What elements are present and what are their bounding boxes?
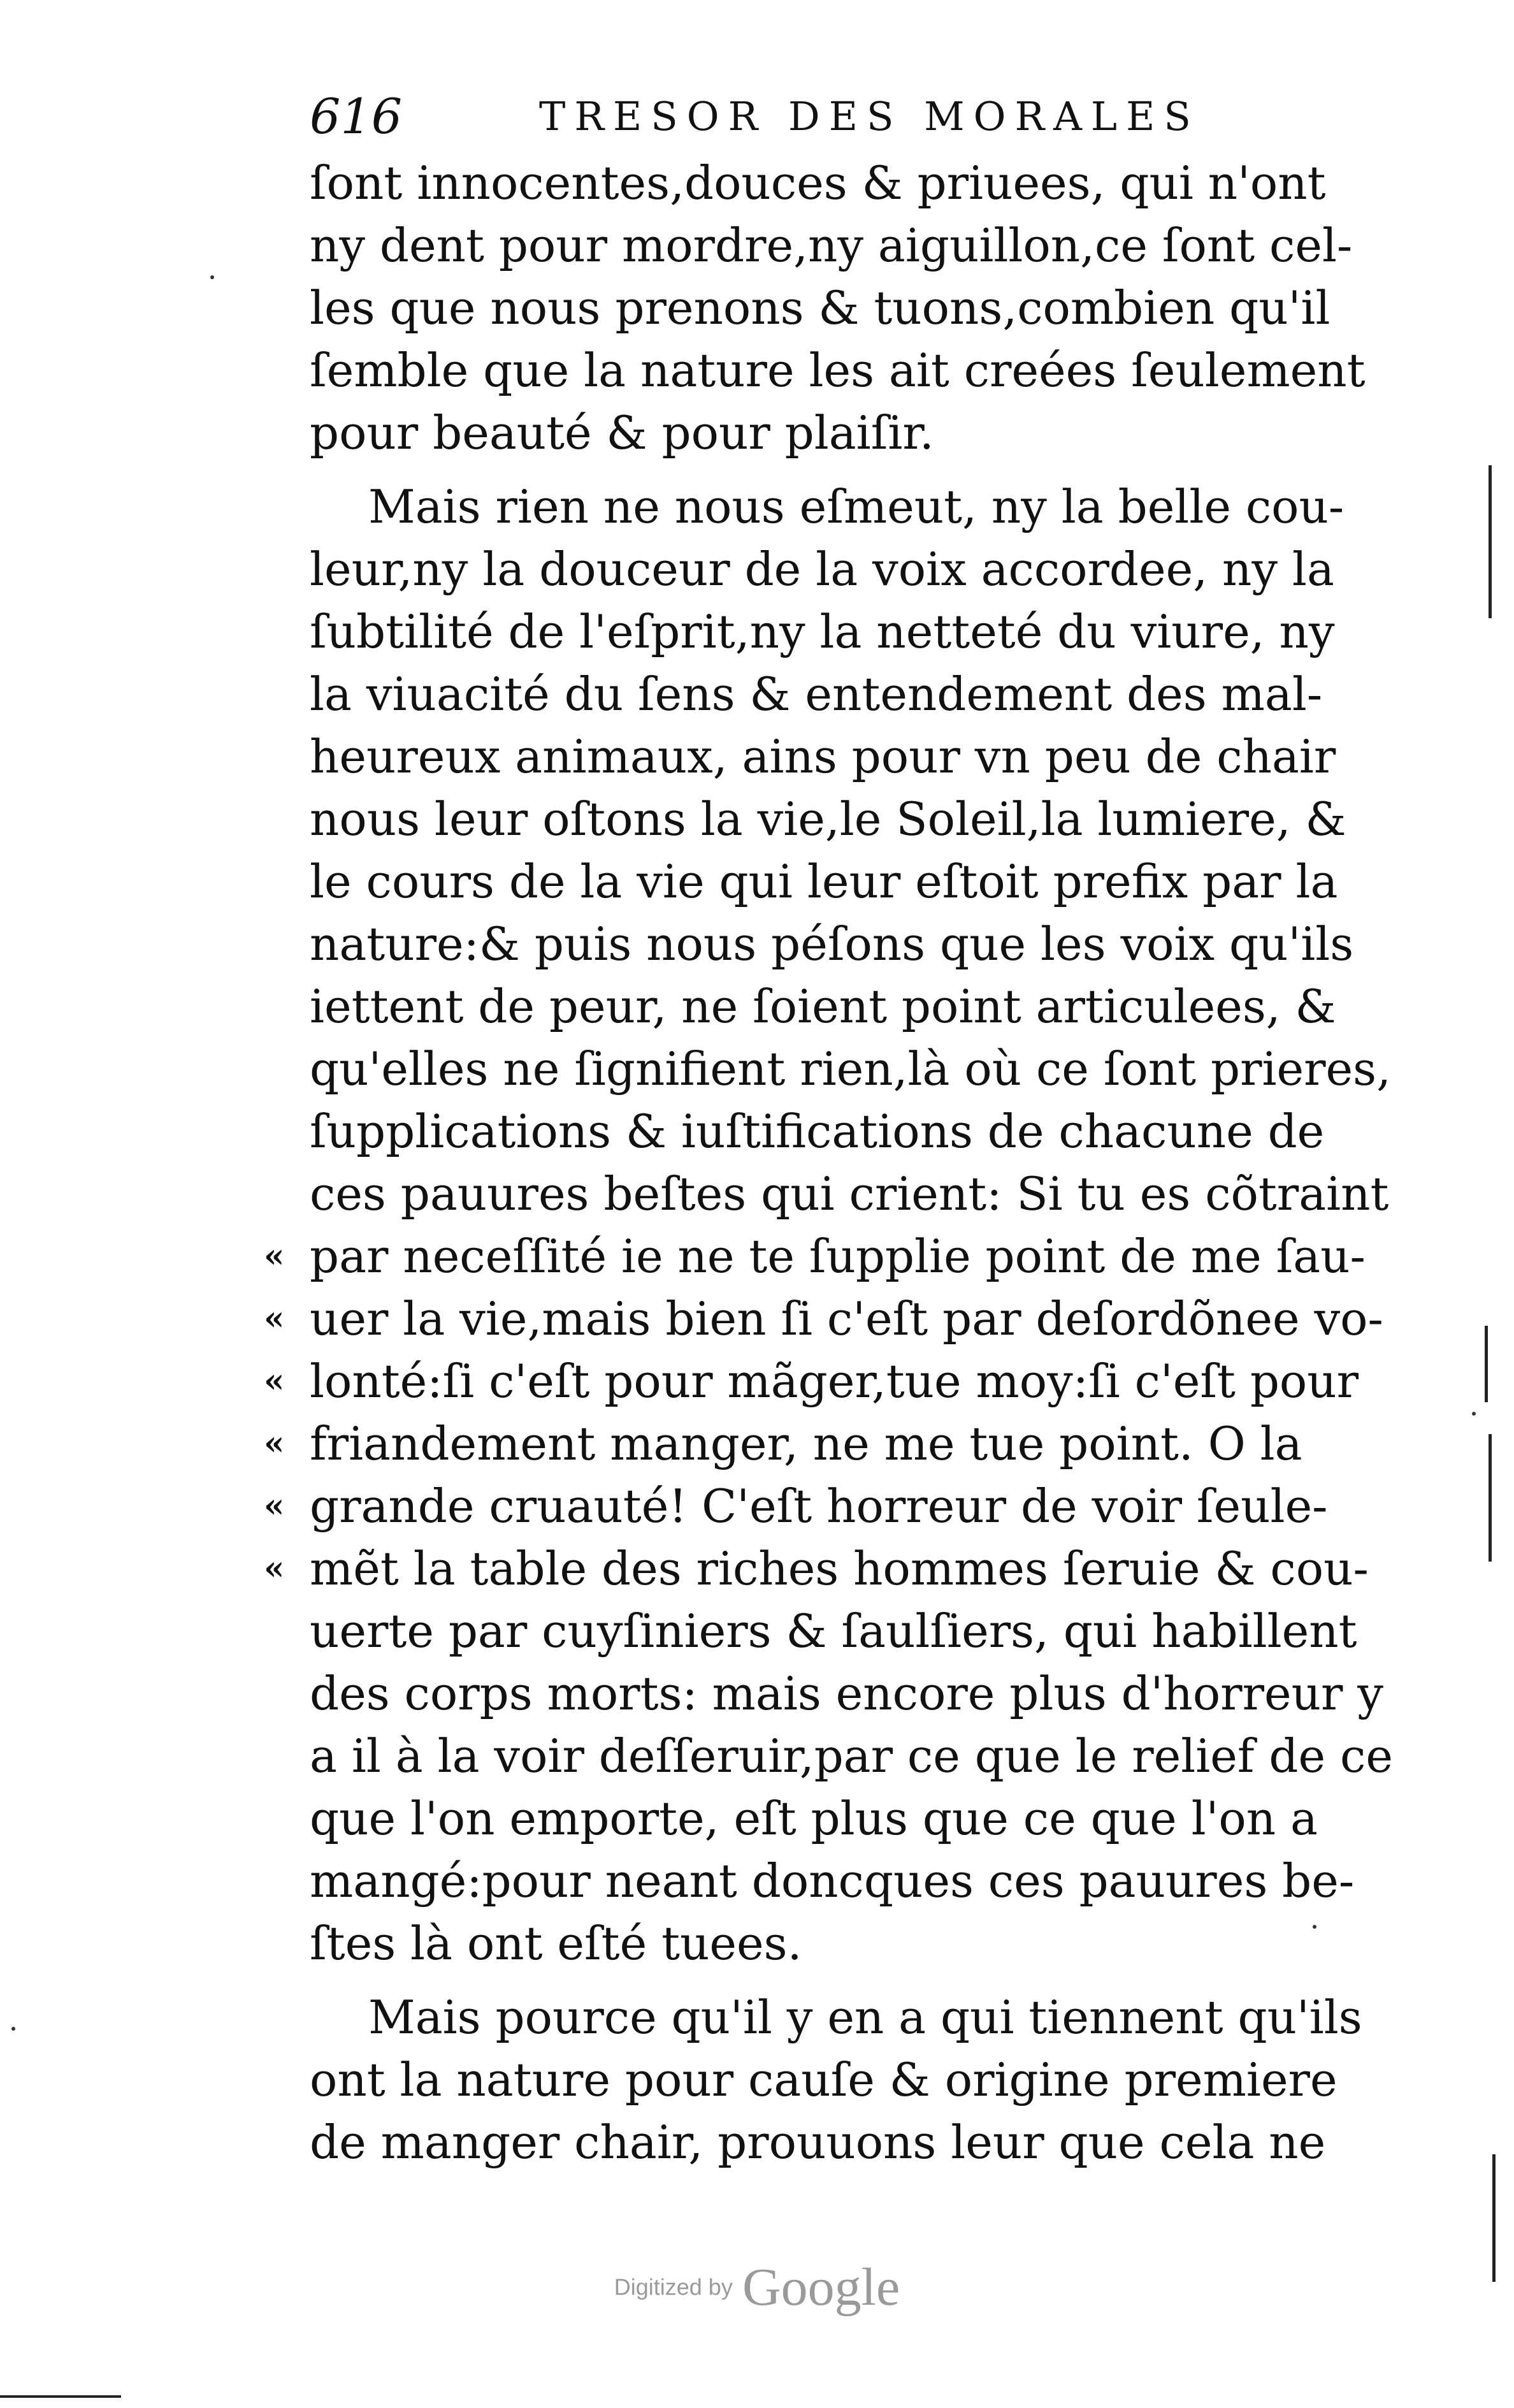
text-line: uerte par cuyſiniers & ſaulſiers, qui habillent bbox=[310, 1604, 1357, 1658]
scan-speck bbox=[1313, 1925, 1316, 1929]
paragraph-start-line: Mais pource qu'il y en a qui tiennent qu'ils bbox=[368, 1991, 1362, 2044]
text-line: pour beauté & pour plaiſir. bbox=[310, 406, 934, 460]
binding-edge-mark bbox=[1485, 1326, 1488, 1402]
digitized-watermark bbox=[0, 2256, 1514, 2318]
scan-speck bbox=[11, 2027, 15, 2031]
quoted-line: « mẽt la table des riches hommes ſeruie & cou- bbox=[310, 1537, 1342, 1600]
text-line: nature:& puis nous péſons que les voix qu'ils bbox=[310, 917, 1354, 971]
text-line: que l'on emporte, eſt plus que ce que l'on a bbox=[310, 1792, 1318, 1845]
text-line: qu'elles ne ſignifient rien,là où ce ſont prieres, bbox=[310, 1042, 1391, 1096]
text-line: le cours de la vie qui leur eſtoit prefix par la bbox=[310, 855, 1338, 908]
text-line: ces pauures beſtes qui crient: Si tu es cõtraint bbox=[310, 1167, 1389, 1221]
quoted-line: « lonté:ſi c'eſt pour mãger,tue moy:ſi c'eſt pour bbox=[310, 1350, 1342, 1412]
scan-edge-line bbox=[0, 2395, 121, 2398]
google-wordmark: Google bbox=[742, 2258, 900, 2317]
quotation-mark: « bbox=[264, 1237, 285, 1275]
quotation-mark: « bbox=[264, 1424, 285, 1463]
page-number: 616 bbox=[310, 88, 403, 145]
quotation-mark: « bbox=[264, 1486, 285, 1525]
binding-edge-mark bbox=[1489, 1434, 1492, 1562]
quoted-line: « par neceſſité ie ne te ſupplie point de me ſau- bbox=[310, 1225, 1342, 1287]
text-line: ont la nature pour cauſe & origine premiere bbox=[310, 2053, 1337, 2107]
digitized-label: Digitized by bbox=[614, 2274, 733, 2300]
quotation-mark: « bbox=[264, 1361, 285, 1400]
quoted-line: « grande cruauté! C'eſt horreur de voir ſeule- bbox=[310, 1475, 1342, 1537]
text-line: ſupplications & iuſtifications de chacune de bbox=[310, 1105, 1325, 1158]
quoted-line: « friandement manger, ne me tue point. O la bbox=[310, 1412, 1342, 1475]
text-line: nous leur oſtons la vie,le Soleil,la lumiere, & bbox=[310, 792, 1346, 846]
text-line: ſont innocentes,douces & priuees, qui n'ont bbox=[310, 156, 1326, 210]
text-line: a il à la voir deſſeruir,par ce que le relief de ce bbox=[310, 1729, 1393, 1783]
quoted-line: « uer la vie,mais bien ſi c'eſt par deſordõnee vo- bbox=[310, 1287, 1342, 1350]
text-line: heureux animaux, ains pour vn peu de chair bbox=[310, 730, 1336, 783]
text-line: des corps morts: mais encore plus d'horreur y bbox=[310, 1667, 1383, 1720]
running-head bbox=[310, 82, 1215, 152]
quotation-mark: « bbox=[264, 1549, 285, 1588]
text-line: ny dent pour mordre,ny aiguillon,ce ſont cel- bbox=[310, 219, 1353, 272]
text-line: iettent de peur, ne ſoient point articulees, & bbox=[310, 980, 1336, 1033]
text-line: ſemble que la nature les ait creées ſeulement bbox=[310, 344, 1366, 397]
text-line: la viuacité du ſens & entendement des mal- bbox=[310, 667, 1323, 721]
text-line: de manger chair, prouuons leur que cela ne bbox=[310, 2115, 1326, 2169]
scan-speck bbox=[210, 275, 214, 279]
paragraph-start-line: Mais rien ne nous eſmeut, ny la belle cou- bbox=[368, 480, 1345, 533]
text-line: ſubtilité de l'eſprit,ny la netteté du viure, ny bbox=[310, 605, 1335, 658]
quotation-mark: « bbox=[264, 1299, 285, 1338]
body-text bbox=[264, 152, 1393, 2173]
text-line: les que nous prenons & tuons,combien qu'il bbox=[310, 281, 1330, 335]
running-title: TRESOR DES MORALES bbox=[539, 93, 1200, 140]
text-line: mangé:pour neant doncques ces pauures be- bbox=[310, 1854, 1355, 1908]
text-line: ſtes là ont eſté tuees. bbox=[310, 1917, 802, 1970]
binding-edge-mark bbox=[1489, 465, 1492, 618]
scan-speck bbox=[1472, 1412, 1476, 1416]
text-line: leur,ny la douceur de la voix accordee, ny la bbox=[310, 542, 1334, 596]
